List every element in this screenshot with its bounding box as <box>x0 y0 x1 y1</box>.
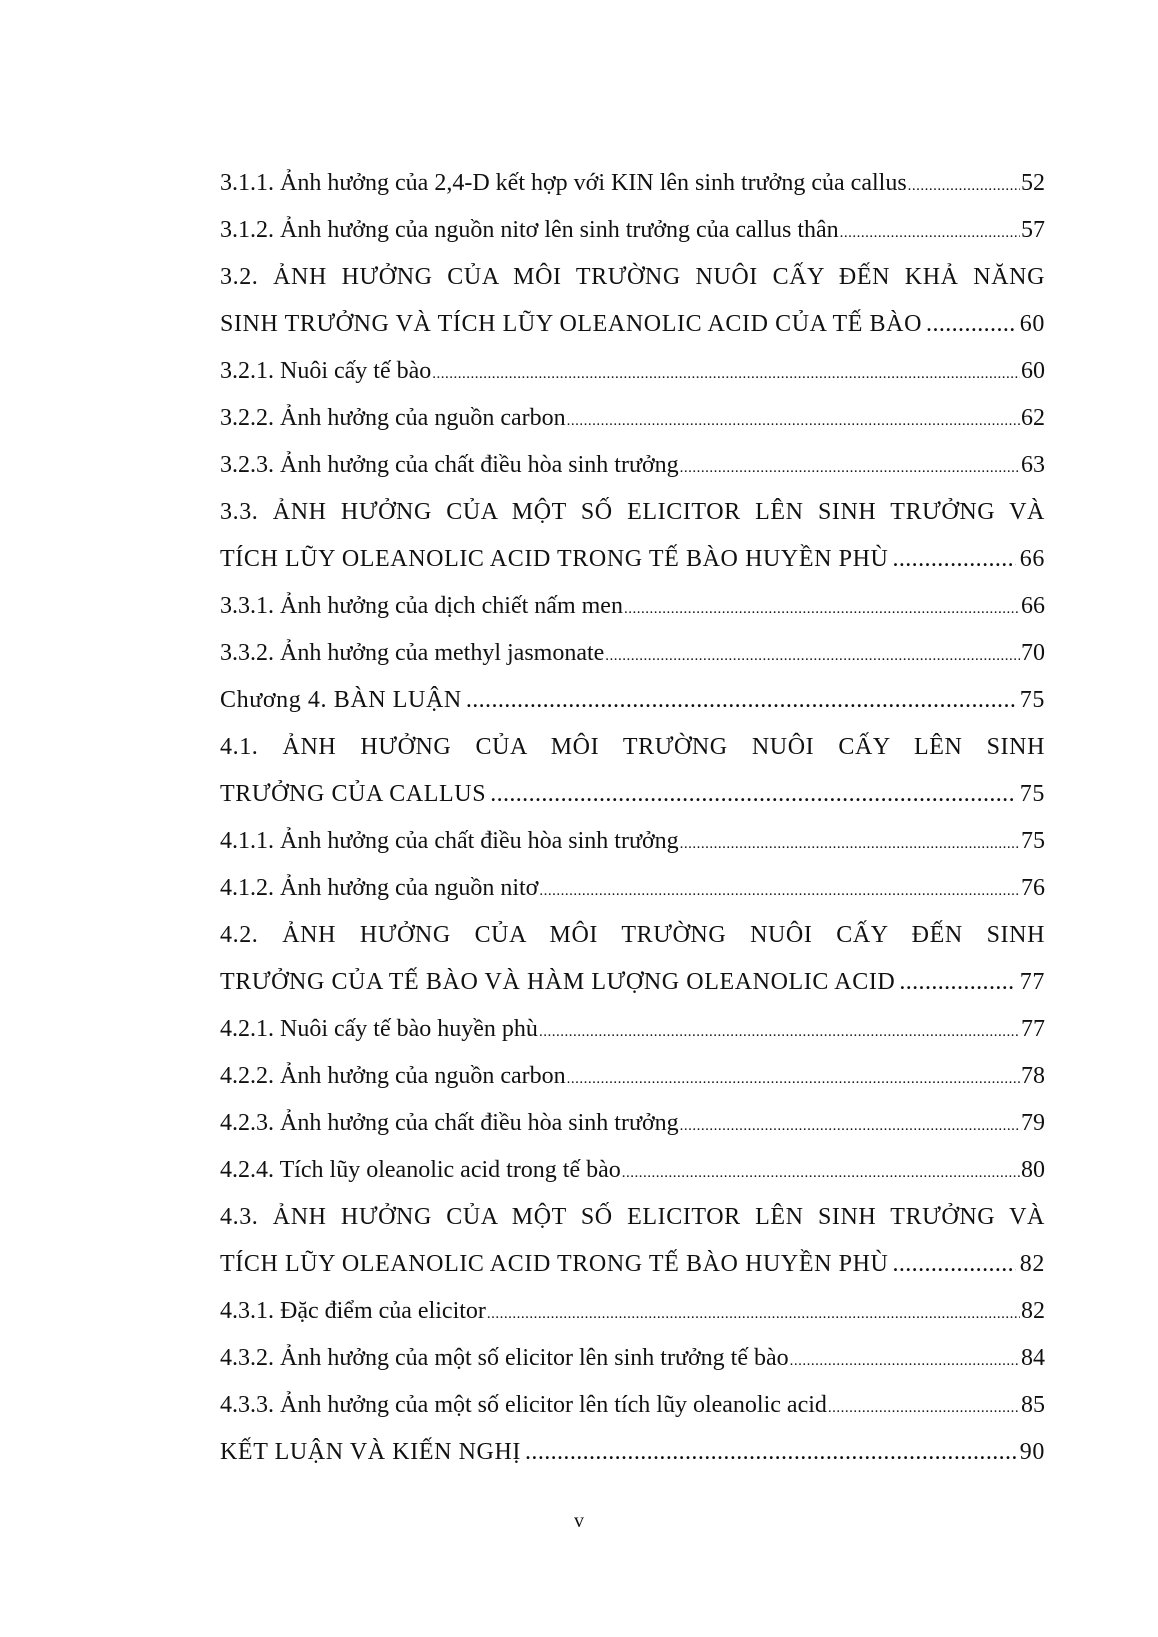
dot-leader <box>539 868 1020 915</box>
toc-page-number: 85 <box>1021 1392 1045 1418</box>
toc-page-number: 70 <box>1021 640 1045 666</box>
toc-entry-4-1-2[interactable] <box>220 865 1045 912</box>
table-of-contents <box>220 160 1045 1476</box>
toc-heading-3-2-line1[interactable]: 3.2. ẢNH HƯỞNG CỦA MÔI TRƯỜNG NUÔI CẤY ĐẾN KHẢ NĂNG <box>220 264 1045 290</box>
toc-entry-title: 3.3.1. Ảnh hưởng của dịch chiết nấm men <box>220 593 623 619</box>
toc-entry-3-3-2[interactable] <box>220 630 1045 677</box>
toc-heading-4-2-line2[interactable] <box>220 959 1045 1006</box>
toc-conclusion[interactable] <box>220 1429 1045 1476</box>
toc-entry-title: Chương 4. BÀN LUẬN <box>220 687 462 713</box>
dot-leader <box>828 1385 1020 1432</box>
toc-entry-3-1-1[interactable] <box>220 160 1045 207</box>
toc-page-number: 82 <box>1021 1298 1045 1324</box>
toc-entry-title: TÍCH LŨY OLEANOLIC ACID TRONG TẾ BÀO HUYỀN PHÙ <box>220 546 889 572</box>
toc-heading-3-3-line2[interactable] <box>220 536 1045 583</box>
dot-leader <box>466 677 1016 724</box>
toc-entry-3-1-2[interactable] <box>220 207 1045 254</box>
dot-leader <box>680 1103 1020 1150</box>
toc-page-number: 62 <box>1021 405 1045 431</box>
dot-leader <box>605 633 1020 680</box>
toc-entry-3-2-3[interactable] <box>220 442 1045 489</box>
toc-entry-4-3-3[interactable] <box>220 1382 1045 1429</box>
toc-heading-4-3-line2[interactable] <box>220 1241 1045 1288</box>
toc-page-number: 84 <box>1021 1345 1045 1371</box>
toc-entry-title: 3.2.2. Ảnh hưởng của nguồn carbon <box>220 405 566 431</box>
toc-heading-4-1-line2[interactable] <box>220 771 1045 818</box>
dot-leader <box>622 1150 1020 1197</box>
dot-leader <box>525 1429 1016 1476</box>
toc-entry-title: 3.1.1. Ảnh hưởng của 2,4-D kết hợp với KIN lên sinh trưởng của callus <box>220 170 907 196</box>
dot-leader <box>908 163 1020 210</box>
toc-entry-title: 3.1.2. Ảnh hưởng của nguồn nitơ lên sinh trưởng của callus thân <box>220 217 839 243</box>
toc-page-number: 66 <box>1021 593 1045 619</box>
toc-heading-4-2-line1[interactable]: 4.2. ẢNH HƯỞNG CỦA MÔI TRƯỜNG NUÔI CẤY ĐẾN SINH <box>220 922 1045 948</box>
toc-entry-title: KẾT LUẬN VÀ KIẾN NGHỊ <box>220 1439 522 1465</box>
toc-entry-title: 3.3.2. Ảnh hưởng của methyl jasmonate <box>220 640 605 666</box>
dot-leader <box>899 959 1015 1006</box>
toc-entry-title: 3.2.1. Nuôi cấy tế bào <box>220 358 432 384</box>
dot-leader <box>892 1241 1015 1288</box>
toc-entry-4-2-2[interactable] <box>220 1053 1045 1100</box>
toc-entry-title: 4.1.2. Ảnh hưởng của nguồn nitơ <box>220 875 539 901</box>
dot-leader <box>487 1291 1020 1338</box>
toc-page-number: 80 <box>1021 1157 1045 1183</box>
toc-page-number: 78 <box>1021 1063 1045 1089</box>
toc-entry-title: 4.2.4. Tích lũy oleanolic acid trong tế bào <box>220 1157 621 1183</box>
toc-entry-4-3-1[interactable] <box>220 1288 1045 1335</box>
toc-page-number: 75 <box>1021 828 1045 854</box>
toc-page-number: 77 <box>1019 969 1045 995</box>
dot-leader <box>624 586 1020 633</box>
dot-leader <box>892 536 1015 583</box>
toc-entry-title: 4.3.1. Đặc điểm của elicitor <box>220 1298 486 1324</box>
toc-page-number: 75 <box>1019 687 1045 713</box>
toc-entry-title: 4.1.1. Ảnh hưởng của chất điều hòa sinh trưởng <box>220 828 679 854</box>
toc-heading-4-1-line1[interactable]: 4.1. ẢNH HƯỞNG CỦA MÔI TRƯỜNG NUÔI CẤY LÊN SINH <box>220 734 1045 760</box>
dot-leader <box>490 771 1016 818</box>
toc-entry-title: TÍCH LŨY OLEANOLIC ACID TRONG TẾ BÀO HUYỀN PHÙ <box>220 1251 889 1277</box>
toc-page-number: 77 <box>1021 1016 1045 1042</box>
toc-entry-title: TRƯỞNG CỦA TẾ BÀO VÀ HÀM LƯỢNG OLEANOLIC ACID <box>220 969 896 995</box>
toc-entry-title: 4.3.3. Ảnh hưởng của một số elicitor lên tích lũy oleanolic acid <box>220 1392 827 1418</box>
toc-page-number: 82 <box>1019 1251 1045 1277</box>
dot-leader <box>790 1338 1020 1385</box>
toc-entry-title: 4.2.1. Nuôi cấy tế bào huyền phù <box>220 1016 538 1042</box>
toc-entry-title: 4.2.3. Ảnh hưởng của chất điều hòa sinh trưởng <box>220 1110 679 1136</box>
toc-page-number: 79 <box>1021 1110 1045 1136</box>
toc-page-number: 63 <box>1021 452 1045 478</box>
toc-page-number: 90 <box>1019 1439 1045 1465</box>
toc-entry-title: 4.3.2. Ảnh hưởng của một số elicitor lên sinh trưởng tế bào <box>220 1345 789 1371</box>
toc-entry-3-2-2[interactable] <box>220 395 1045 442</box>
toc-entry-4-1-1[interactable] <box>220 818 1045 865</box>
dot-leader <box>926 301 1016 348</box>
toc-entry-4-2-1[interactable] <box>220 1006 1045 1053</box>
toc-page-number: 76 <box>1021 875 1045 901</box>
page-number: v <box>574 1510 584 1532</box>
toc-chapter-4[interactable] <box>220 677 1045 724</box>
toc-entry-3-2-1[interactable] <box>220 348 1045 395</box>
dot-leader <box>539 1009 1020 1056</box>
dot-leader <box>680 445 1020 492</box>
dot-leader <box>567 398 1020 445</box>
toc-page-number: 66 <box>1019 546 1045 572</box>
toc-page-number: 60 <box>1021 358 1045 384</box>
toc-page-number: 52 <box>1021 170 1045 196</box>
dot-leader <box>432 351 1020 398</box>
toc-entry-title: 3.2.3. Ảnh hưởng của chất điều hòa sinh trưởng <box>220 452 679 478</box>
toc-entry-title: 4.2.2. Ảnh hưởng của nguồn carbon <box>220 1063 566 1089</box>
dot-leader <box>840 210 1020 257</box>
dot-leader <box>567 1056 1020 1103</box>
dot-leader <box>680 821 1020 868</box>
toc-page-number: 60 <box>1019 311 1045 337</box>
toc-heading-3-3-line1[interactable]: 3.3. ẢNH HƯỞNG CỦA MỘT SỐ ELICITOR LÊN SINH TRƯỞNG VÀ <box>220 499 1045 525</box>
toc-page-number: 75 <box>1019 781 1045 807</box>
toc-entry-title: TRƯỞNG CỦA CALLUS <box>220 781 487 807</box>
toc-entry-3-3-1[interactable] <box>220 583 1045 630</box>
toc-heading-3-2-line2[interactable] <box>220 301 1045 348</box>
toc-entry-title: SINH TRƯỞNG VÀ TÍCH LŨY OLEANOLIC ACID CỦA TẾ BÀO <box>220 311 923 337</box>
toc-entry-4-3-2[interactable] <box>220 1335 1045 1382</box>
toc-entry-4-2-4[interactable] <box>220 1147 1045 1194</box>
toc-heading-4-3-line1[interactable]: 4.3. ẢNH HƯỞNG CỦA MỘT SỐ ELICITOR LÊN SINH TRƯỞNG VÀ <box>220 1204 1045 1230</box>
toc-entry-4-2-3[interactable] <box>220 1100 1045 1147</box>
toc-page-number: 57 <box>1021 217 1045 243</box>
